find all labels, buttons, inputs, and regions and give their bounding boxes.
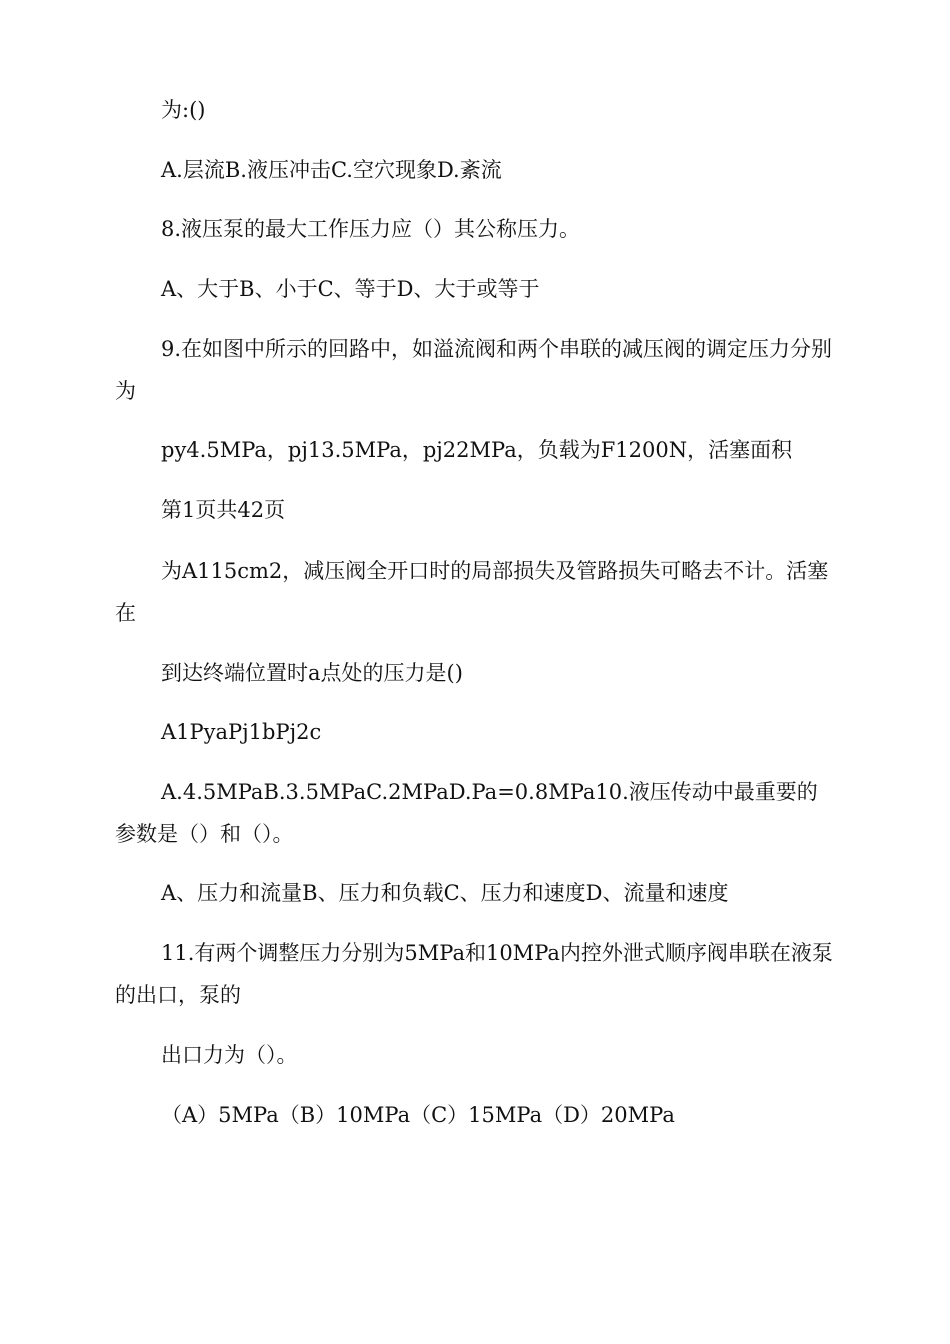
q9-figure-labels: A1PyaPj1bPj2c xyxy=(161,720,322,744)
q9-prompt: 到达终端位置时a点处的压力是() xyxy=(161,661,463,685)
q8-question: 8.液压泵的最大工作压力应（）其公称压力。 xyxy=(161,217,581,241)
q11-prompt: 出口力为（）。 xyxy=(161,1043,298,1067)
q9-parameters: py4.5MPa，pj13.5MPa，pj22MPa，负载为F1200N，活塞面积 xyxy=(161,438,793,462)
q9-options-q10: A.4.5MPaB.3.5MPaC.2MPaD.Pa=0.8MPa10.液压传动中最重要的参数是（）和（）。 xyxy=(115,780,818,846)
paragraph-continuation: 为:() xyxy=(161,98,206,122)
q11-question: 11.有两个调整压力分别为5MPa和10MPa内控外泄式顺序阀串联在液泵的出口，泵的 xyxy=(115,941,833,1007)
q8-options: A、大于B、小于C、等于D、大于或等于 xyxy=(161,277,540,301)
q7-options: A.层流B.液压冲击C.空穴现象D.紊流 xyxy=(161,158,502,182)
q9-continuation: 为A115cm2，减压阀全开口时的局部损失及管路损失可略去不计。活塞在 xyxy=(115,559,829,625)
q10-options: A、压力和流量B、压力和负载C、压力和速度D、流量和速度 xyxy=(161,881,729,905)
q9-question: 9.在如图中所示的回路中，如溢流阀和两个串联的减压阀的调定压力分别为 xyxy=(115,337,833,403)
q11-options: （A）5MPa（B）10MPa（C）15MPa（D）20MPa xyxy=(161,1103,675,1127)
page-number: 第1页共42页 xyxy=(161,498,286,522)
